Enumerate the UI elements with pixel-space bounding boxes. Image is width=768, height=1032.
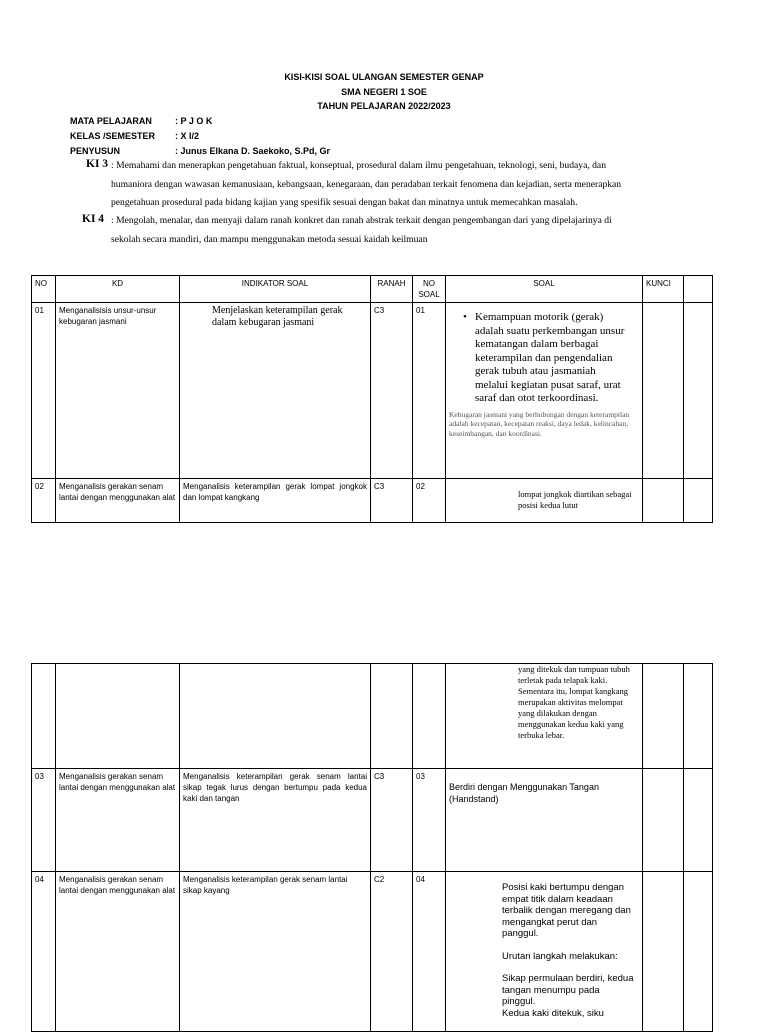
ki3-line: pengetahuan prosedural pada bidang kajian yang spesifik sesuai dengan bakat dan minatnya untuk memecahkan masalah. [111, 197, 578, 208]
cell-kd: Menganalisis gerakan senam lantai dengan menggunakan alat [56, 479, 180, 523]
cell-no-soal: 02 [413, 479, 446, 523]
cell-blank [684, 872, 713, 1032]
table-header-row [32, 276, 713, 303]
cell-no [32, 664, 56, 769]
cell-indikator [180, 664, 371, 769]
cell-no: 03 [32, 769, 56, 872]
cell-no-soal: 01 [413, 303, 446, 479]
cell-blank [684, 769, 713, 872]
cell-kunci [643, 872, 684, 1032]
header-no-soal: NO SOAL [413, 276, 446, 303]
table-row [32, 872, 713, 1032]
meta-value-class: : X I/2 [175, 131, 200, 141]
header-no: NO [32, 276, 56, 303]
cell-indikator: Menganalisis keterampilan gerak senam lantai sikap tegak lurus dengan bertumpu pada kedua kaki dan tangan [180, 769, 371, 872]
cell-kunci [643, 769, 684, 872]
soal-paragraph: Sikap permulaan berdiri, kedua tangan menumpu pada pinggul. [502, 973, 634, 1007]
cell-kd: Menganalisisis unsur-unsur kebugaran jasmani [56, 303, 180, 479]
soal-list [449, 311, 639, 406]
cell-soal [446, 303, 643, 479]
ki3-line: : Memahami dan menerapkan pengetahuan faktual, konseptual, prosedural dalam ilmu pengetahuan, teknologi, seni, budaya, dan [111, 160, 606, 171]
ki4-line: sekolah secara mandiri, dan mampu menggunakan metoda sesuai kaidah keilmuan [111, 234, 428, 245]
cell-no: 01 [32, 303, 56, 479]
header-ranah: RANAH [371, 276, 413, 303]
meta-label-author: PENYUSUN [70, 146, 121, 156]
cell-blank [684, 303, 713, 479]
cell-indikator: Menjelaskan keterampilan gerak dalam kebugaran jasmani [180, 303, 371, 479]
kisi-table-continued [31, 663, 713, 1032]
header-kunci: KUNCI [643, 276, 684, 303]
cell-soal: lompat jongkok diartikan sebagai posisi kedua lutut [446, 479, 643, 523]
cell-no-soal: 04 [413, 872, 446, 1032]
cell-kunci [643, 479, 684, 523]
cell-ranah: C2 [371, 872, 413, 1032]
cell-kunci [643, 303, 684, 479]
cell-soal-continued: yang ditekuk dan tumpuan tubuh terletak pada telapak kaki. Sementara itu, lompat kangkang merupakan aktivitas melompat yang dilakukan dengan menggunakan kedua kaki yang terbuka lebar. [446, 664, 643, 769]
table-row [32, 479, 713, 523]
kisi-table [31, 275, 713, 523]
cell-blank [684, 664, 713, 769]
doc-title: KISI-KISI SOAL ULANGAN SEMESTER GENAP [284, 72, 484, 82]
soal-note: Kebugaran jasmani yang berhubungan dengan keterampilan adalah kecepatan, kecepatan reaksi, daya ledak, kelincahan, keseimbangan, dan koordinasi. [449, 409, 630, 438]
cell-ranah: C3 [371, 479, 413, 523]
header-indikator: INDIKATOR SOAL [180, 276, 371, 303]
cell-kd [56, 664, 180, 769]
cell-ranah: C3 [371, 769, 413, 872]
cell-ranah [371, 664, 413, 769]
table-row-continuation [32, 664, 713, 769]
soal-paragraph: Kedua kaki ditekuk, siku [502, 1007, 604, 1019]
school-name: SMA NEGERI 1 SOE [341, 87, 427, 97]
ki3-label: KI 3 [86, 158, 109, 170]
cell-indikator: Menganalisis keterampilan gerak lompat jongkok dan lompat kangkang [180, 479, 371, 523]
meta-value-subject: : P J O K [175, 116, 213, 126]
meta-value-author: : Junus Elkana D. Saekoko, S.Pd, Gr [175, 146, 331, 156]
cell-no-soal [413, 664, 446, 769]
ki3-line: humaniora dengan wawasan kemanusiaan, kebangsaan, kenegaraan, dan peradaban terkait fenomena dan kejadian, serta menerapkan [111, 179, 622, 190]
header-blank [684, 276, 713, 303]
cell-ranah: C3 [371, 303, 413, 479]
ki4-line: : Mengolah, menalar, dan menyaji dalam ranah konkret dan ranah abstrak terkait dengan pengembangan dari yang dipelajarinya di [111, 215, 612, 226]
cell-kunci [643, 664, 684, 769]
cell-no: 04 [32, 872, 56, 1032]
cell-soal [446, 872, 643, 1032]
cell-kd: Menganalisis gerakan senam lantai dengan menggunakan alat [56, 769, 180, 872]
cell-indikator: Menganalisis keterampilan gerak senam lantai sikap kayang [180, 872, 371, 1032]
meta-label-class: KELAS /SEMESTER [70, 131, 156, 141]
cell-no-soal: 03 [413, 769, 446, 872]
cell-no: 02 [32, 479, 56, 523]
academic-year: TAHUN PELAJARAN 2022/2023 [317, 101, 451, 111]
soal-paragraph: Urutan langkah melakukan: [502, 950, 618, 962]
table-row [32, 303, 713, 479]
soal-bullet: • Kemampuan motorik (gerak) adalah suatu perkembangan unsur kematangan dalam berbagai keterampilan dan pengendalian gerak tubuh atau jasmaniah melalui kegiatan pusat saraf, urat saraf dan otot terkoordinasi. [449, 311, 639, 406]
header-kd: KD [56, 276, 180, 303]
table-row [32, 769, 713, 872]
cell-kd: Menganalisis gerakan senam lantai dengan menggunakan alat [56, 872, 180, 1032]
soal-paragraph: Posisi kaki bertumpu dengan empat titik dalam keadaan terbalik dengan meregang dan mengangkat perut dan panggul. [502, 882, 631, 939]
header-soal: SOAL [446, 276, 643, 303]
meta-label-subject: MATA PELAJARAN [70, 116, 152, 126]
ki4-label: KI 4 [82, 213, 105, 225]
cell-soal: Berdiri dengan Menggunakan Tangan (Handstand) [446, 769, 643, 872]
cell-blank [684, 479, 713, 523]
